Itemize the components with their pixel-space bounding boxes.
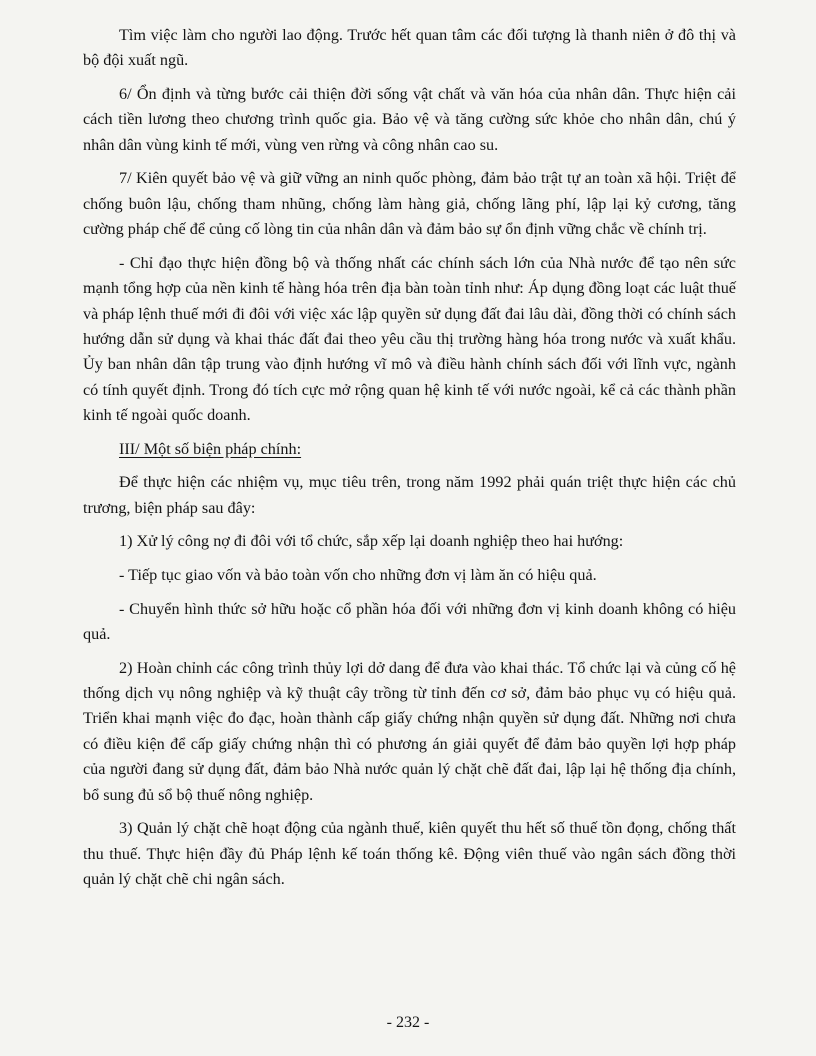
paragraph-job-creation: Tìm việc làm cho người lao động. Trước hết quan tâm các đối tượng là thanh niên ở đô thị và bộ đội xuất ngũ.	[83, 26, 736, 70]
paragraph-measure-3: 3) Quản lý chặt chẽ hoạt động của ngành thuế, kiên quyết thu hết số thuế tồn đọng, chống thất thu thuế. Thực hiện đầy đủ Pháp lệnh kế toán thống kê. Động viên thuế vào ngân sách đồng thời quản lý chặt chẽ chi ngân sách.	[83, 819, 736, 889]
paragraph-policy-direction: - Chỉ đạo thực hiện đồng bộ và thống nhất các chính sách lớn của Nhà nước để tạo nên sức mạnh tổng hợp của nền kinh tế hàng hóa trên địa bàn toàn tỉnh như: Áp dụng đồng loạt các luật thuế và pháp lệnh thuế mới đi đôi với việc xác lập quyền sử dụng đất đai lâu dài, đồng thời có chính sách hướng dẫn sử dụng và khai thác đất đai theo yêu cầu thị trường hàng hóa trong nước và xuất khẩu. Ủy ban nhân dân tập trung vào định hướng vĩ mô và điều hành chính sách đối với lĩnh vực, ngành có tính quyết định. Trong đó tích cực mở rộng quan hệ kinh tế với nước ngoài, kể cả các thành phần kinh tế ngoài quốc doanh.	[83, 253, 736, 425]
paragraph-measure-1b: - Chuyển hình thức sở hữu hoặc cổ phần hóa đối với những đơn vị kinh doanh không có hiệu quả.	[83, 599, 736, 644]
paragraph-intro-measures: Để thực hiện các nhiệm vụ, mục tiêu trên, trong năm 1992 phải quán triệt thực hiện các chủ trương, biện pháp sau đây:	[83, 473, 736, 517]
paragraph-item-7: 7/ Kiên quyết bảo vệ và giữ vững an ninh quốc phòng, đảm bảo trật tự an toàn xã hội. Triệt để chống buôn lậu, chống tham nhũng, chống làm hàng giả, chống lãng phí, lập lại kỷ cương, tăng cường pháp chế để củng cố lòng tin của nhân dân và đảm bảo sự ổn định vững chắc về chính trị.	[83, 169, 736, 239]
paragraph-measure-1: 1) Xử lý công nợ đi đôi với tổ chức, sắp xếp lại doanh nghiệp theo hai hướng:	[119, 532, 624, 551]
paragraph-measure-2: 2) Hoàn chỉnh các công trình thủy lợi dở dang để đưa vào khai thác. Tổ chức lại và củng cố hệ thống dịch vụ nông nghiệp và kỹ thuật cây trồng từ tỉnh đến cơ sở, đảm bảo phục vụ có hiệu quả. Triển khai mạnh việc đo đạc, hoàn thành cấp giấy chứng nhận quyền sử dụng đất. Những nơi chưa có điều kiện để cấp giấy chứng nhận thì có phương án giải quyết để đảm bảo quyền lợi hợp pháp của người đang sử dụng đất, đảm bảo Nhà nước quản lý chặt chẽ đất đai, lập lại hệ thống địa chính, bổ sung đủ sổ bộ thuế nông nghiệp.	[83, 658, 736, 804]
paragraph-item-6: 6/ Ổn định và từng bước cải thiện đời sống vật chất và văn hóa của nhân dân. Thực hiện cải cách tiền lương theo chương trình quốc gia. Bảo vệ và tăng cường sức khỏe cho nhân dân, chú ý nhân dân vùng kinh tế mới, vùng ven rừng và công nhân cao su.	[83, 85, 736, 154]
paragraph-measure-1a: - Tiếp tục giao vốn và bảo toàn vốn cho những đơn vị làm ăn có hiệu quả.	[119, 566, 597, 585]
page-number: - 232 -	[386, 1014, 430, 1031]
section-heading: III/ Một số biện pháp chính:	[119, 439, 302, 458]
